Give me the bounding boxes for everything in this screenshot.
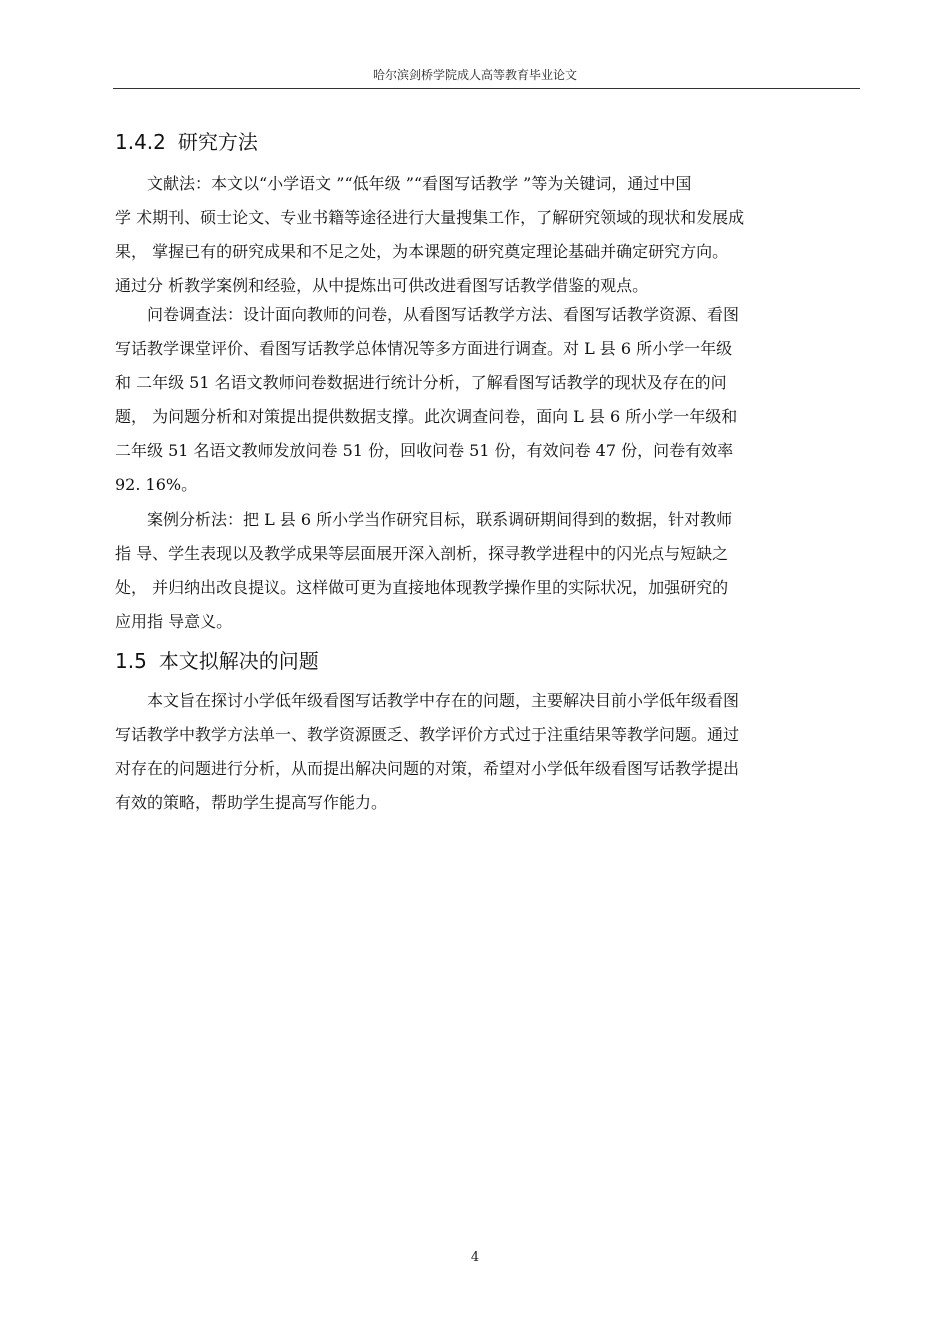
paragraph-problems-to-solve bbox=[115, 684, 858, 820]
text-line: 处， 并归纳出改良提议。这样做可更为直接地体现教学操作里的实际状况，加强研究的 bbox=[115, 578, 729, 597]
text-line: 和 二年级 51 名语文教师问卷数据进行统计分析，了解看图写话教学的现状及存在的问 bbox=[115, 373, 727, 392]
section-title: 研究方法 bbox=[177, 130, 258, 154]
running-header: 哈尔滨剑桥学院成人高等教育毕业论文 bbox=[372, 68, 577, 82]
text-line: 对存在的问题进行分析，从而提出解决问题的对策，希望对小学低年级看图写话教学提出 bbox=[115, 759, 740, 778]
text-line: 本文旨在探讨小学低年级看图写话教学中存在的问题，主要解决目前小学低年级看图 bbox=[147, 691, 740, 710]
paragraph-literature-method bbox=[115, 167, 858, 303]
text-line: 文献法：本文以“小学语文 ”“低年级 ”“看图写话教学 ”等为关键词，通过中国 bbox=[147, 174, 692, 193]
paragraph-survey-method bbox=[115, 298, 858, 502]
section-heading-1-4-2 bbox=[115, 126, 258, 155]
section-title: 本文拟解决的问题 bbox=[158, 649, 319, 673]
text-line: 应用指 导意义。 bbox=[115, 612, 233, 631]
header-divider bbox=[113, 88, 860, 89]
text-line: 92. 16%。 bbox=[115, 475, 198, 494]
text-line: 指 导、学生表现以及教学成果等层面展开深入剖析，探寻教学进程中的闪光点与短缺之 bbox=[115, 544, 729, 563]
text-line: 案例分析法：把 L 县 6 所小学当作研究目标，联系调研期间得到的数据，针对教师 bbox=[147, 510, 733, 529]
paragraph-case-analysis-method bbox=[115, 503, 858, 639]
text-line: 通过分 析教学案例和经验，从中提炼出可供改进看图写话教学借鉴的观点。 bbox=[115, 276, 649, 295]
text-line: 写话教学中教学方法单一、教学资源匮乏、教学评价方式过于注重结果等教学问题。通过 bbox=[115, 725, 740, 744]
text-line: 问卷调查法：设计面向教师的问卷，从看图写话教学方法、看图写话教学资源、看图 bbox=[147, 305, 740, 324]
page-number: 4 bbox=[470, 1250, 480, 1265]
section-heading-1-5 bbox=[115, 645, 319, 674]
text-line: 果， 掌握已有的研究成果和不足之处，为本课题的研究奠定理论基础并确定研究方向。 bbox=[115, 242, 729, 261]
section-number: 1.4.2 bbox=[115, 130, 166, 154]
text-line: 写话教学课堂评价、看图写话教学总体情况等多方面进行调查。对 L 县 6 所小学一年级 bbox=[115, 339, 733, 358]
text-line: 二年级 51 名语文教师发放问卷 51 份，回收问卷 51 份，有效问卷 47 份，问卷有效率 bbox=[115, 441, 734, 460]
text-line: 学 术期刊、硕士论文、专业书籍等途径进行大量搜集工作，了解研究领域的现状和发展成 bbox=[115, 208, 745, 227]
text-line: 题， 为问题分析和对策提出提供数据支撑。此次调查问卷，面向 L 县 6 所小学一年级和 bbox=[115, 407, 738, 426]
section-number: 1.5 bbox=[115, 649, 147, 673]
text-line: 有效的策略，帮助学生提高写作能力。 bbox=[115, 793, 388, 812]
